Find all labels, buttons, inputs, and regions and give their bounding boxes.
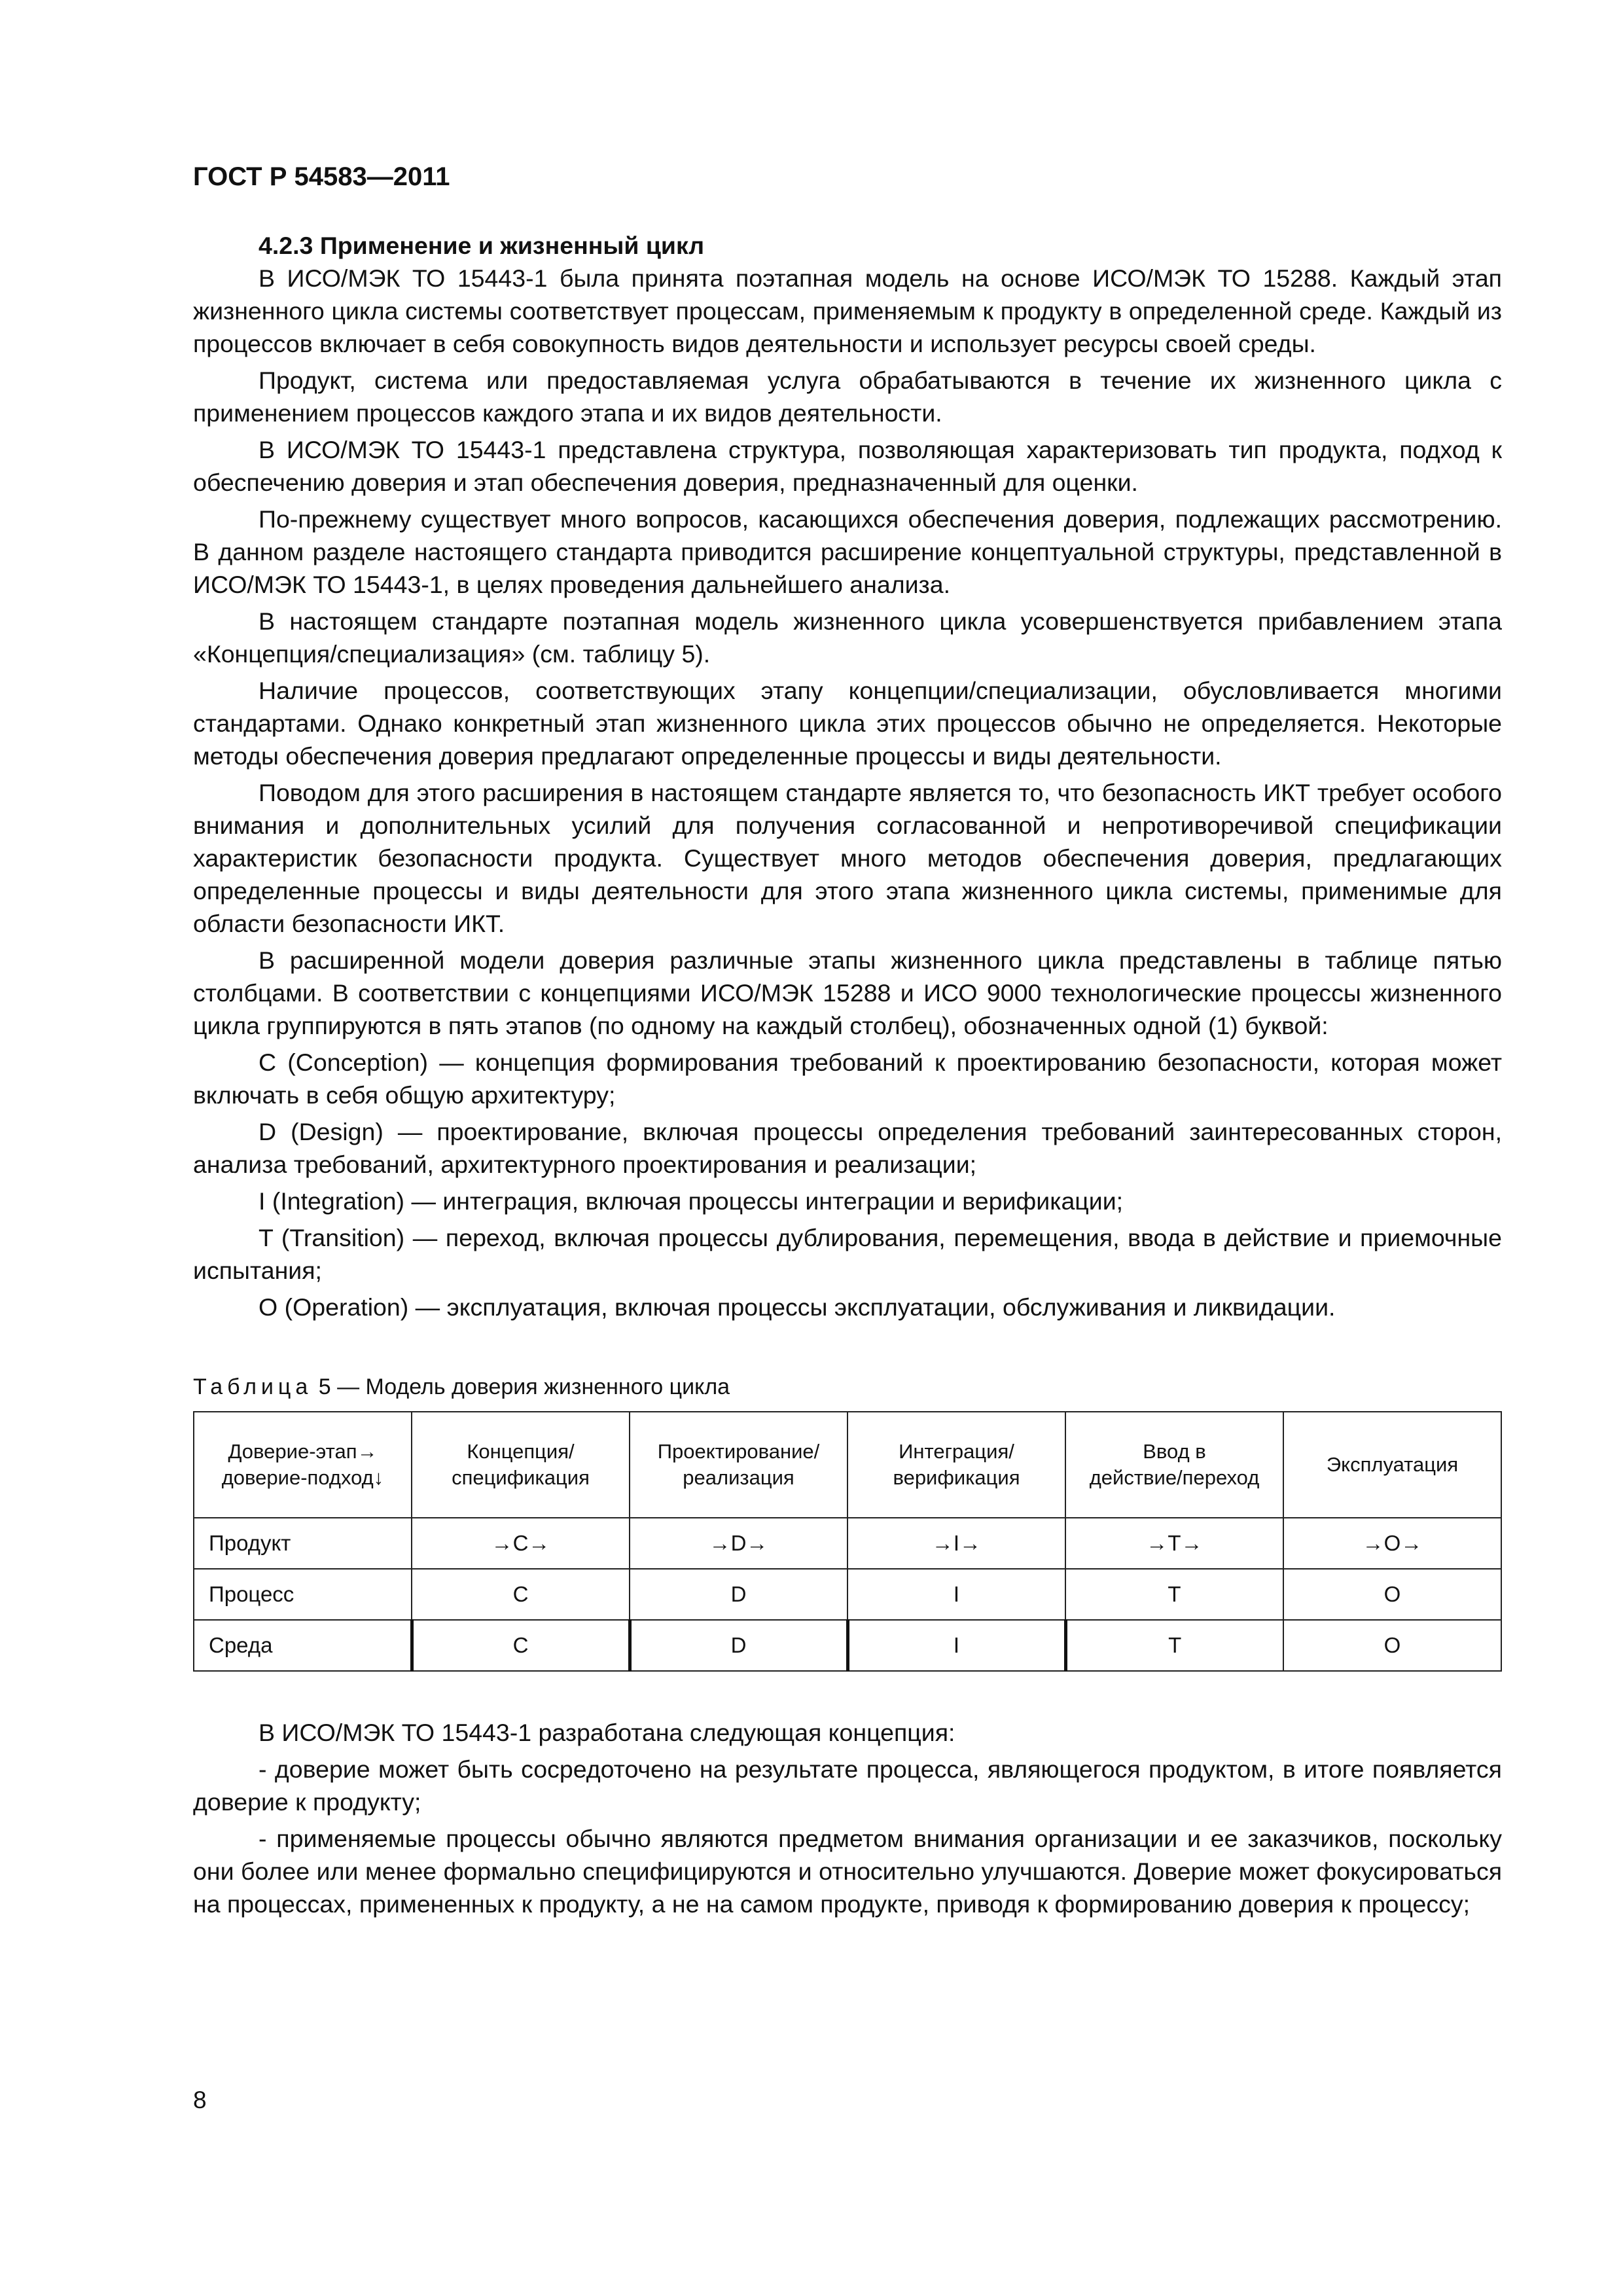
definition-operation: O (Operation) — эксплуатация, включая процессы эксплуатации, обслуживания и ликвидации. [259,1293,1336,1321]
list-item: - применяемые процессы обычно являются предметом внимания организации и ее заказчиков, поскольку они более или менее формально специфицируются и относительно улучшаются. Доверие может фокусироваться на процессах, примененных к продукту, а не на самом продукте, приводя к формированию доверия к процессу; [193,1825,1502,1918]
table-corner-header [194,1412,412,1518]
table-cell: →O→ [1283,1518,1501,1569]
page-number: 8 [193,2087,207,2113]
table-cell: C [412,1569,630,1620]
table-cell: T [1065,1569,1283,1620]
definition-conception: C (Conception) — концепция формирования требований к проектированию безопасности, которая может включать в себя общую архитектуру; [193,1049,1502,1109]
paragraph: В ИСО/МЭК ТО 15443-1 разработана следующая концепция: [259,1719,955,1746]
lifecycle-assurance-table [193,1411,1502,1672]
paragraph: По-прежнему существует много вопросов, касающихся обеспечения доверия, подлежащих рассмотрению. В данном разделе настоящего стандарта приводится расширение концептуальной структуры, представленной в ИСО/МЭК ТО 15443-1, в целях проведения дальнейшего анализа. [193,505,1502,598]
table-cell: O [1283,1569,1501,1620]
page-content [193,229,1502,1924]
column-header-line: Интеграция/ [899,1440,1014,1463]
paragraph: Продукт, система или предоставляемая услуга обрабатываются в течение их жизненного цикла с применением процессов каждого этапа и их видов деятельности. [193,367,1502,427]
table-cell: I [847,1569,1065,1620]
column-header-line: реализация [683,1466,794,1489]
table-caption [193,1373,1502,1401]
table-header-row [194,1412,1501,1518]
section-title: 4.2.3 Применение и жизненный цикл [259,232,705,259]
document-code-header: ГОСТ Р 54583—2011 [193,162,450,191]
table-row [194,1569,1501,1620]
table-caption-label: Таблица [193,1374,313,1399]
paragraph: В ИСО/МЭК ТО 15443-1 была принята поэтапная модель на основе ИСО/МЭК ТО 15288. Каждый этап жизненного цикла системы соответствует процессам, применяемым к продукту в определенной среде. Каждый из процессов включает в себя совокупность видов деятельности и использует ресурсы своей среды. [193,264,1502,357]
definition-transition: T (Transition) — переход, включая процессы дублирования, перемещения, ввода в действие и приемочные испытания; [193,1224,1502,1284]
column-header-line: действие/переход [1089,1466,1260,1489]
definition-integration: I (Integration) — интеграция, включая процессы интеграции и верификации; [259,1187,1124,1215]
column-header [412,1412,630,1518]
table-cell: →T→ [1065,1518,1283,1569]
table-cell: →D→ [630,1518,847,1569]
table-cell: →I→ [847,1518,1065,1569]
row-label: Среда [194,1620,412,1671]
column-header-line: Проектирование/ [657,1440,820,1463]
table-caption-text: 5 — Модель доверия жизненного цикла [312,1374,730,1399]
table-cell: D [630,1569,847,1620]
column-header-line: Эксплуатация [1326,1453,1459,1476]
column-header [847,1412,1065,1518]
table-row [194,1620,1501,1671]
column-header-line: Концепция/ [467,1440,575,1463]
column-header-line: Ввод в [1143,1440,1206,1463]
table-row [194,1518,1501,1569]
post-table-section [193,1716,1502,1920]
table-cell: O [1283,1620,1501,1671]
column-header [630,1412,847,1518]
table-cell: T [1065,1620,1283,1671]
paragraph: В расширенной модели доверия различные этапы жизненного цикла представлены в таблице пятью столбцами. В соответствии с концепциями ИСО/МЭК 15288 и ИСО 9000 технологические процессы жизненного цикла группируются в пять этапов (по одному на каждый столбец), обозначенных одной (1) буквой: [193,946,1502,1039]
corner-line: Доверие-этап→ [228,1440,378,1463]
row-label: Процесс [194,1569,412,1620]
column-header [1283,1412,1501,1518]
paragraph: Поводом для этого расширения в настоящем стандарте является то, что безопасность ИКТ требует особого внимания и дополнительных усилий для получения согласованной и непротиворечивой спецификации характеристик безопасности продукта. Существует много методов обеспечения доверия, предлагающих определенные процессы и виды деятельности для этого этапа жизненного цикла системы, применимые для области безопасности ИКТ. [193,779,1502,937]
column-header-line: верификация [893,1466,1020,1489]
table-cell: D [630,1620,847,1671]
definition-design: D (Design) — проектирование, включая процессы определения требований заинтересованных сторон, анализа требований, архитектурного проектирования и реализации; [193,1118,1502,1178]
list-item: - доверие может быть сосредоточено на результате процесса, являющегося продуктом, в итоге появляется доверие к продукту; [193,1755,1502,1816]
paragraph: В настоящем стандарте поэтапная модель жизненного цикла усовершенствуется прибавлением этапа «Концепция/специализация» (см. таблицу 5). [193,607,1502,668]
paragraph: Наличие процессов, соответствующих этапу концепции/специализации, обусловливается многими стандартами. Однако конкретный этап жизненного цикла этих процессов обычно не определяется. Некоторые методы обеспечения доверия предлагают определенные процессы и виды деятельности. [193,677,1502,770]
table-cell: C [412,1620,630,1671]
table-cell: →C→ [412,1518,630,1569]
table-cell: I [847,1620,1065,1671]
column-header-line: спецификация [452,1466,590,1489]
column-header [1065,1412,1283,1518]
corner-line: доверие-подход↓ [221,1466,384,1489]
row-label: Продукт [194,1518,412,1569]
paragraph: В ИСО/МЭК ТО 15443-1 представлена структура, позволяющая характеризовать тип продукта, подход к обеспечению доверия и этап обеспечения доверия, предназначенный для оценки. [193,436,1502,496]
